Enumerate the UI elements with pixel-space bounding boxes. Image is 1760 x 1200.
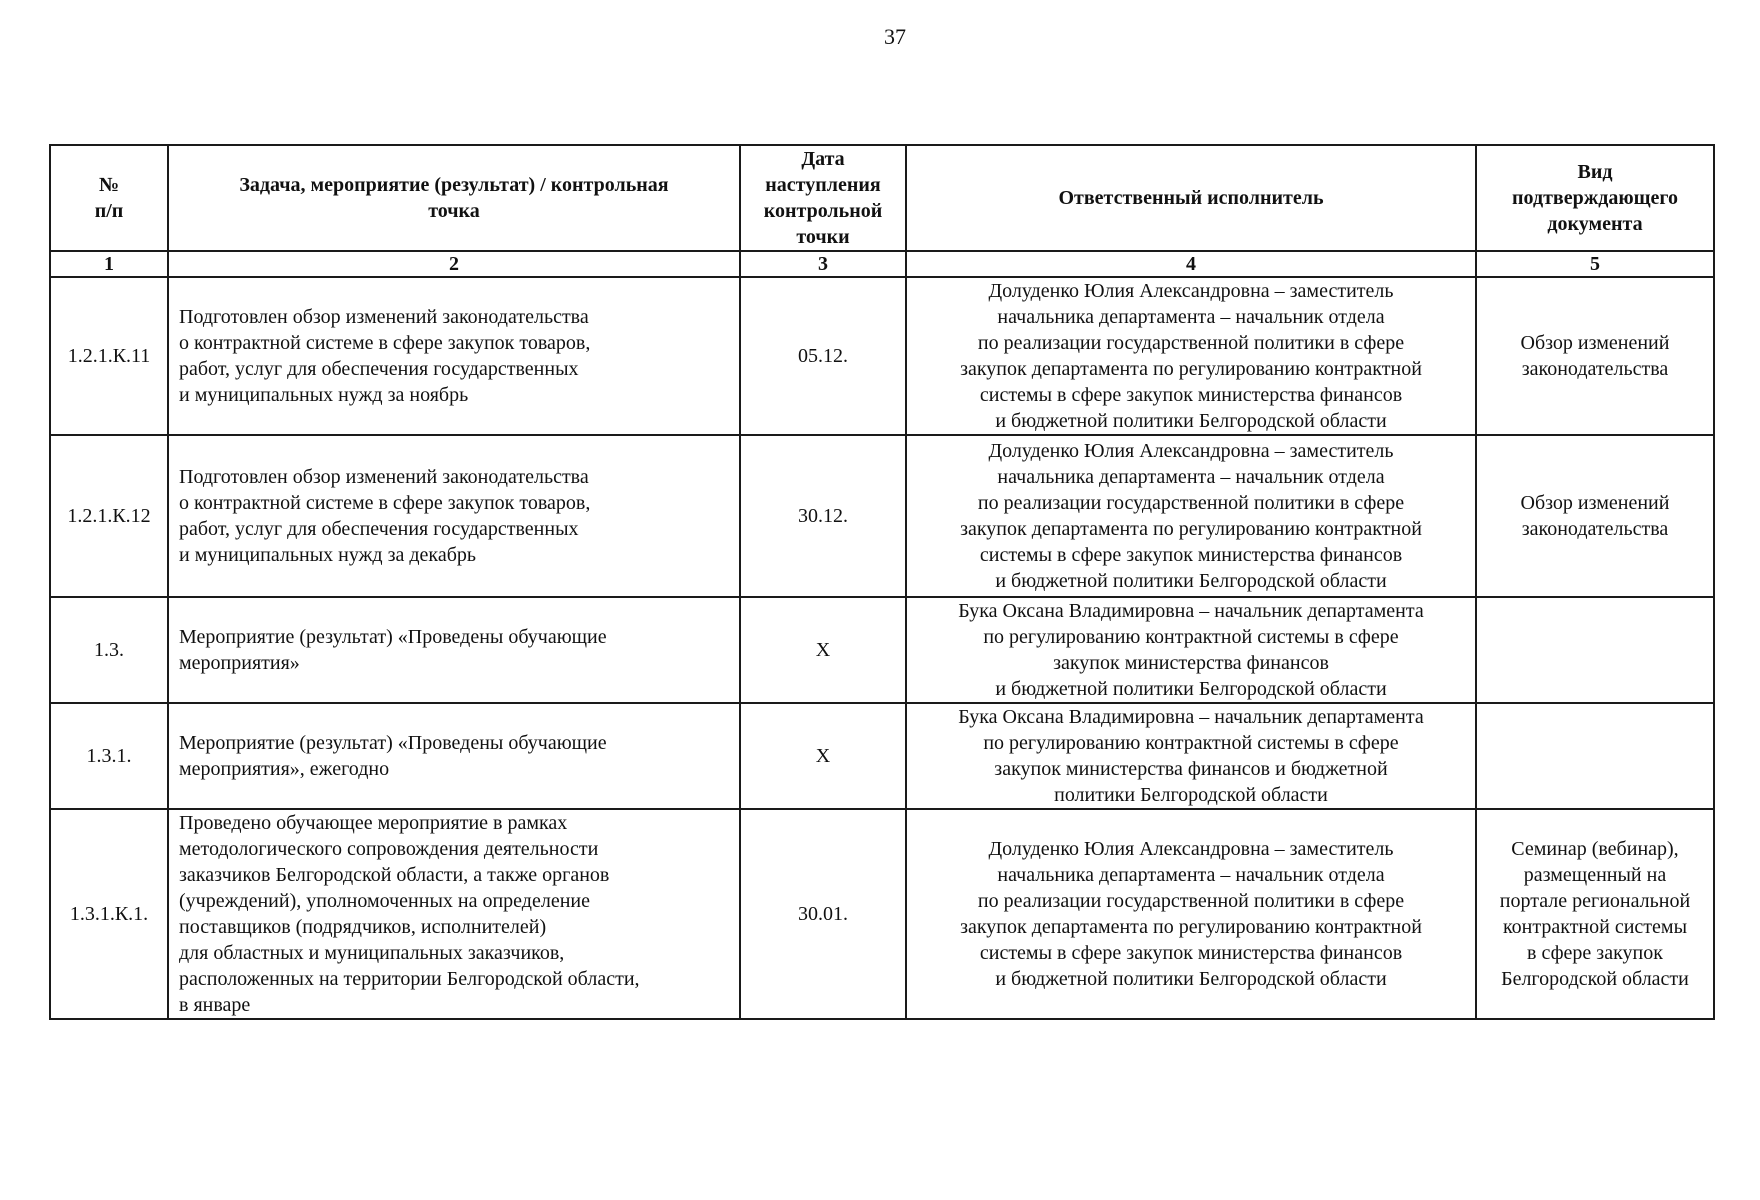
- header-responsible: Ответственный исполнитель: [906, 145, 1476, 251]
- column-number: 2: [168, 251, 740, 277]
- row-document: Семинар (вебинар), размещенный на портале региональной контрактной системы в сфере закупок Белгородской области: [1476, 809, 1714, 1019]
- table-row: [50, 435, 1714, 597]
- row-date: 30.01.: [740, 809, 906, 1019]
- row-number: 1.3.1.: [50, 703, 168, 809]
- table-row: [50, 277, 1714, 435]
- row-task: Подготовлен обзор изменений законодательства о контрактной системе в сфере закупок товаров, работ, услуг для обеспечения государственных и муниципальных нужд за ноябрь: [168, 277, 740, 435]
- column-number: 5: [1476, 251, 1714, 277]
- row-responsible: Бука Оксана Владимировна – начальник департамента по регулированию контрактной системы в сфере закупок министерства финансов и бюджетной политики Белгородской области: [906, 703, 1476, 809]
- header-task: Задача, мероприятие (результат) / контрольная точка: [168, 145, 740, 251]
- row-document: [1476, 597, 1714, 703]
- row-number: 1.3.1.К.1.: [50, 809, 168, 1019]
- table-header-row: [50, 145, 1714, 251]
- row-number: 1.2.1.К.12: [50, 435, 168, 597]
- row-date: 05.12.: [740, 277, 906, 435]
- row-date: X: [740, 597, 906, 703]
- table-row: [50, 809, 1714, 1019]
- row-task: Подготовлен обзор изменений законодательства о контрактной системе в сфере закупок товаров, работ, услуг для обеспечения государственных и муниципальных нужд за декабрь: [168, 435, 740, 597]
- header-number: № п/п: [50, 145, 168, 251]
- column-number: 1: [50, 251, 168, 277]
- header-document: Вид подтверждающего документа: [1476, 145, 1714, 251]
- row-document: [1476, 703, 1714, 809]
- row-task: Мероприятие (результат) «Проведены обучающие мероприятия»: [168, 597, 740, 703]
- page-number: 37: [884, 24, 906, 49]
- row-responsible: Долуденко Юлия Александровна – заместитель начальника департамента – начальник отдела по реализации государственной политики в сфере закупок департамента по регулированию контрактной системы в сфере закупок министерства финансов и бюджетной политики Белгородской области: [906, 435, 1476, 597]
- row-responsible: Долуденко Юлия Александровна – заместитель начальника департамента – начальник отдела по реализации государственной политики в сфере закупок департамента по регулированию контрактной системы в сфере закупок министерства финансов и бюджетной политики Белгородской области: [906, 277, 1476, 435]
- row-responsible: Бука Оксана Владимировна – начальник департамента по регулированию контрактной системы в сфере закупок министерства финансов и бюджетной политики Белгородской области: [906, 597, 1476, 703]
- row-task: Проведено обучающее мероприятие в рамках методологического сопровождения деятельности заказчиков Белгородской области, а также органов (учреждений), уполномоченных на определение поставщиков (подрядчиков, исполнителей) для областных и муниципальных заказчиков, расположенных на территории Белгородской области, в январе: [168, 809, 740, 1019]
- control-points-table: [49, 144, 1715, 1020]
- table-row: [50, 703, 1714, 809]
- column-number: 4: [906, 251, 1476, 277]
- table-row: [50, 597, 1714, 703]
- row-date: 30.12.: [740, 435, 906, 597]
- column-numbers-row: [50, 251, 1714, 277]
- header-date: Дата наступления контрольной точки: [740, 145, 906, 251]
- row-task: Мероприятие (результат) «Проведены обучающие мероприятия», ежегодно: [168, 703, 740, 809]
- row-number: 1.2.1.К.11: [50, 277, 168, 435]
- row-date: X: [740, 703, 906, 809]
- row-document: Обзор изменений законодательства: [1476, 277, 1714, 435]
- row-document: Обзор изменений законодательства: [1476, 435, 1714, 597]
- column-number: 3: [740, 251, 906, 277]
- row-number: 1.3.: [50, 597, 168, 703]
- row-responsible: Долуденко Юлия Александровна – заместитель начальника департамента – начальник отдела по реализации государственной политики в сфере закупок департамента по регулированию контрактной системы в сфере закупок министерства финансов и бюджетной политики Белгородской области: [906, 809, 1476, 1019]
